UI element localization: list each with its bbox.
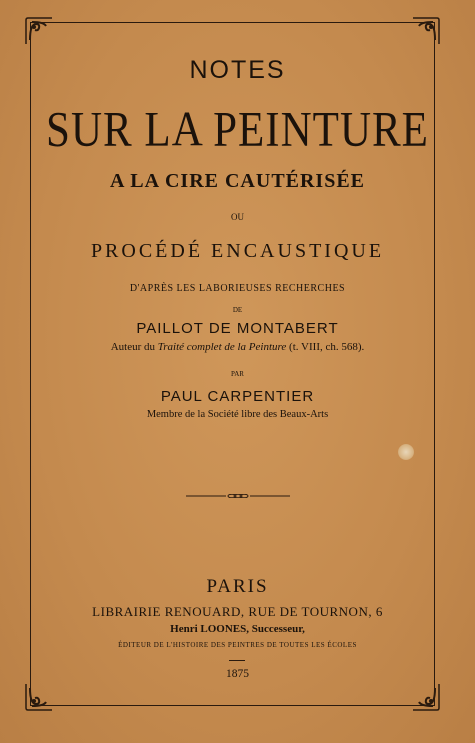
author-note — [0, 341, 475, 353]
imprint-publisher: LIBRAIRIE RENOUARD, RUE DE TOURNON, 6 — [92, 604, 383, 619]
imprint-dash — [229, 660, 245, 661]
imprint-year: 1875 — [226, 668, 249, 680]
corner-ornament-icon — [24, 16, 54, 46]
editor-affiliation: Membre de la Société libre des Beaux-Arts — [146, 409, 329, 420]
corner-ornament-icon — [411, 16, 441, 46]
corner-ornament-icon — [24, 682, 54, 712]
author-note-work: Traité complet de la Peinture — [157, 341, 287, 353]
author-name: PAILLOT DE MONTABERT — [136, 320, 339, 337]
ornamental-rule — [186, 494, 290, 498]
main-title: SUR LA PEINTURE — [46, 103, 429, 158]
editor-name: PAUL CARPENTIER — [160, 388, 315, 405]
connector-par: PAR — [231, 370, 244, 378]
imprint-successor: Henri LOONES, Successeur, — [170, 623, 305, 635]
connector-de: DE — [232, 306, 243, 314]
imprint-city: PARIS — [206, 576, 269, 597]
author-note-prefix: Auteur du — [110, 341, 158, 353]
heading-notes: NOTES — [189, 56, 286, 84]
author-note-suffix: (t. VIII, ch. 568). — [286, 341, 365, 353]
procede-heading: PROCÉDÉ ENCAUSTIQUE — [90, 240, 385, 262]
corner-ornament-icon — [411, 682, 441, 712]
paper-stain — [398, 444, 414, 460]
connector-ou: OU — [231, 212, 244, 222]
dapres-line: D'APRÈS LES LABORIEUSES RECHERCHES — [129, 283, 346, 294]
imprint-editeur: ÉDITEUR DE L'HISTOIRE DES PEINTRES DE TOUTES LES ÉCOLES — [118, 641, 357, 649]
subtitle: A LA CIRE CAUTÉRISÉE — [109, 170, 366, 192]
